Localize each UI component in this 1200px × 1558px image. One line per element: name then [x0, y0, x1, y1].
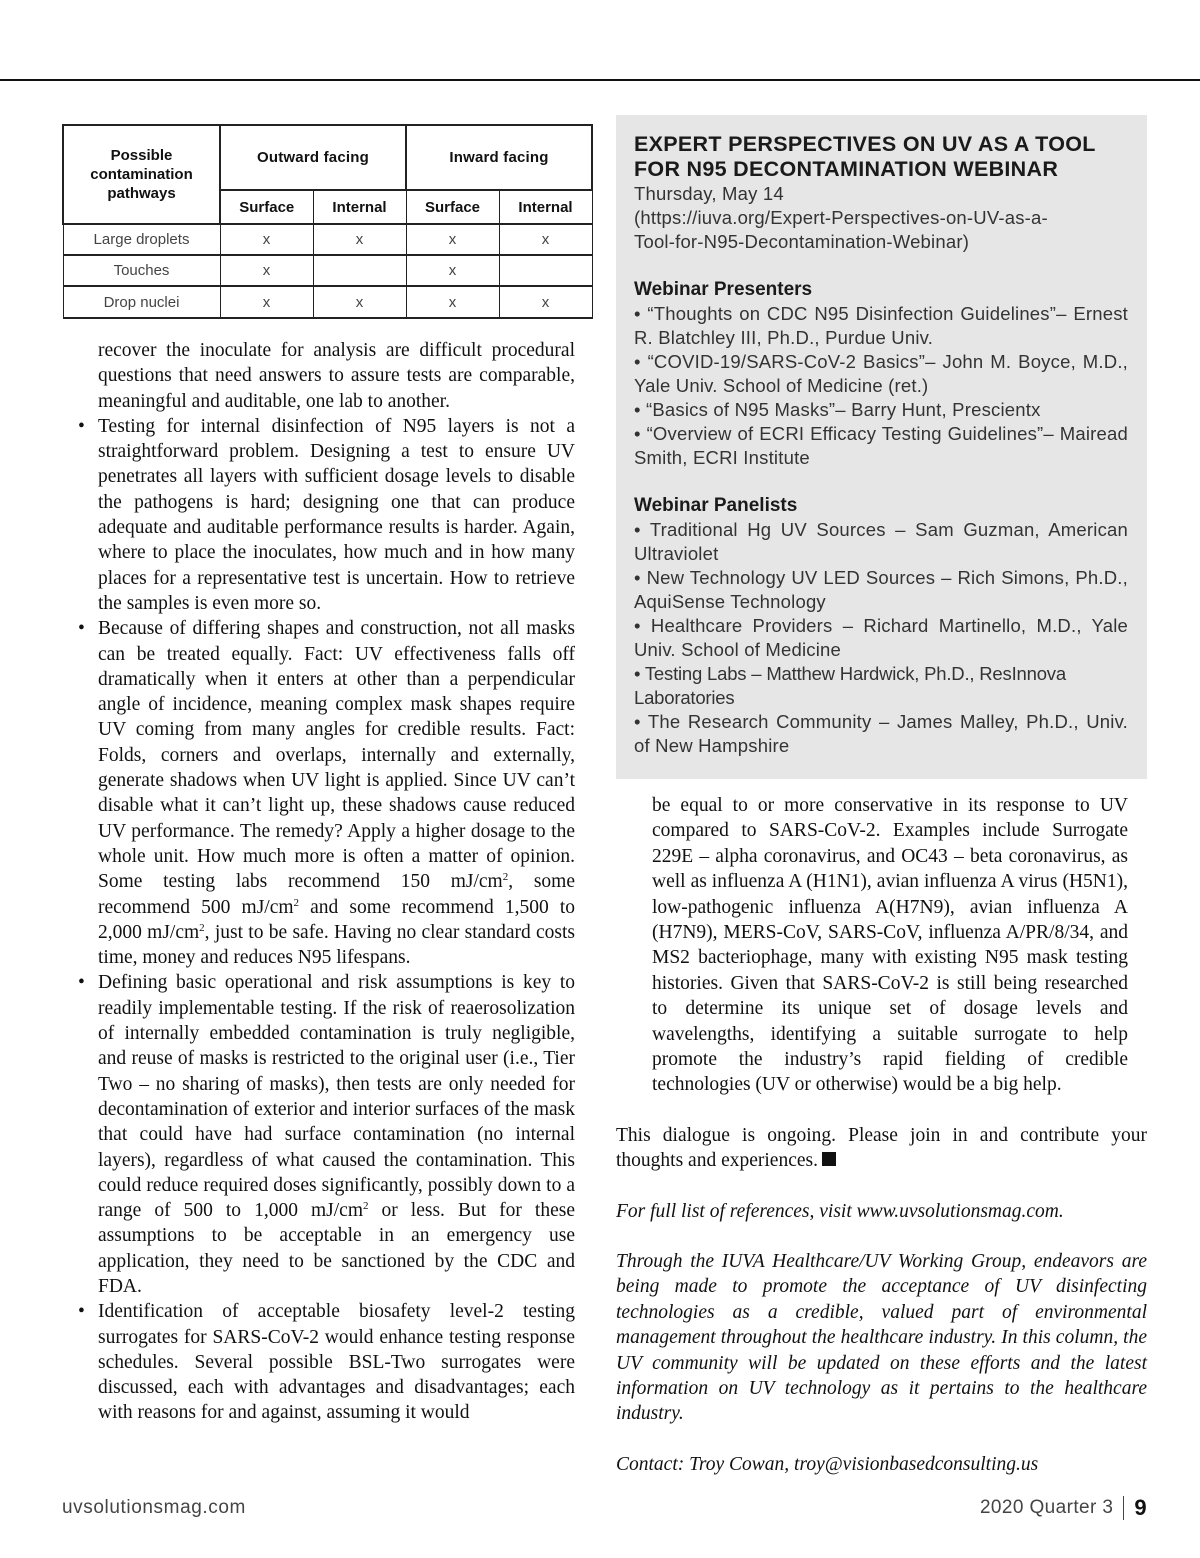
table-cell: x [406, 286, 499, 318]
presenter-item: • “COVID-19/SARS-CoV-2 Basics”– John M. Boyce, M.D., Yale Univ. School of Medicine (ret.) [634, 351, 1128, 396]
bullet-text: and some recommend 1,500 to 2,000 mJ/cm [98, 896, 576, 943]
bullet-icon: • [78, 618, 85, 640]
table-cell: x [313, 224, 406, 255]
list-item [78, 1299, 575, 1425]
panelists-heading: Webinar Panelists [634, 495, 798, 516]
superscript: 2 [502, 871, 509, 884]
table-cell: x [313, 286, 406, 318]
continuation-paragraph: be equal to or more conservative in its response to UV compared to SARS-CoV-2. Examples include Surrogate 229E – alpha coronavirus, and OC43 – beta coronavirus, as well as influenza A (H1N1), avian influenza A virus (H5N1), low-pathogenic influenza A(H7N9), avian influenza A (H7N9), MERS-CoV, SARS-CoV, influenza A/PR/8/34, and MS2 bacteriophage, many with existing N95 mask testing histories. Given that SARS-CoV-2 is still being researched to determine its unique set of dosage levels and wavelengths, identifying a suitable surrogate to help promote the industry’s rapid fielding of credible technologies (UV or otherwise) would be a big help. [652, 795, 1128, 1096]
table-cell: x [220, 286, 313, 318]
bullet-text: , just to be safe. Having no clear standard costs time, money and reduces N95 lifespans. [98, 921, 576, 969]
closing-text: This dialogue is ongoing. Please join in and contribute your thoughts and experiences. [616, 1125, 1147, 1172]
superscript: 2 [363, 1200, 369, 1213]
presenter-item: • “Overview of ECRI Efficacy Testing Guidelines”– Mairead Smith, ECRI Institute [634, 423, 1128, 468]
page-number: 9 [1134, 1495, 1147, 1520]
working-group-note: Through the IUVA Healthcare/UV Working Group, endeavors are being made to promote the acceptance of UV disinfecting technologies as a credible, valued part of environmental management throughout the healthcare industry. In this column, the UV community will be updated on these efforts and the latest information on UV technology as it pertains to the healthcare industry. [616, 1251, 1147, 1425]
presenters-heading: Webinar Presenters [634, 279, 813, 300]
bullet-text: Testing for internal disinfection of N95 layers is not a straightforward problem. Designing a test to ensure UV penetrates all layers with sufficient dosage levels to disable the pathogens is hard; designing one that can produce adequate and auditable performance results is harder. Again, where to place the inoculates, how much and in how many places for a representative test is uncertain. How to retrieve the samples is even more so. [98, 415, 575, 614]
sub-header-surface: Surface [220, 190, 313, 224]
superscript: 2 [199, 921, 205, 934]
bullet-text: or less. But for these assumptions to be acceptable in an emergency use application, they need to be sanctioned by the CDC and FDA. [98, 1200, 575, 1297]
sub-header-internal: Internal [313, 190, 406, 224]
table-cell: x [406, 255, 499, 286]
bullet-icon: • [78, 415, 85, 437]
webinar-title: EXPERT PERSPECTIVES ON UV AS A TOOL [634, 132, 1096, 156]
sub-header-internal: Internal [499, 190, 592, 224]
webinar-url[interactable]: Tool-for-N95-Decontamination-Webinar) [634, 231, 970, 252]
footer-issue [980, 1495, 1147, 1521]
bullet-text: Defining basic operational and risk assumptions is key to readily implementable testing. If the risk of reaerosolization of internally embedded contamination is truly negligible, and reuse of masks is restricted to the original user (i.e., Tier Two – no sharing of masks), then tests are only needed for decontamination of exterior and interior surfaces of the mask that could have had surface contamination (no internal layers), regardless of what caused the contamination. This could reduce required doses significantly, possibly down to a range of 500 to 1,000 mJ/cm [98, 972, 575, 1222]
row-label: Touches [63, 255, 220, 286]
webinar-url[interactable]: (https://iuva.org/Expert-Perspectives-on-UV-as-a- [634, 207, 1048, 228]
bullet-icon: • [78, 1301, 85, 1323]
panelist-item: • New Technology UV LED Sources – Rich Simons, Ph.D., AquiSense Technology [634, 567, 1128, 612]
panelist-item: • Testing Labs – Matthew Hardwick, Ph.D., ResInnova Laboratories [634, 663, 1066, 708]
inward-facing-header: Inward facing [406, 125, 592, 190]
list-item [78, 616, 576, 970]
bullet-text: Identification of acceptable biosafety level-2 testing surrogates for SARS-CoV-2 would enhance testing response schedules. Several possible BSL-Two surrogates were discussed, each with advantages and disadvantages; each with reasons for and against, assuming it would [98, 1301, 575, 1424]
list-item [78, 414, 575, 616]
panelist-item: • The Research Community – James Malley, Ph.D., Univ. of New Hampshire [634, 711, 1128, 756]
sub-header-surface: Surface [406, 190, 499, 224]
webinar-title: FOR N95 DECONTAMINATION WEBINAR [634, 157, 1059, 181]
bullet-icon: • [78, 972, 85, 994]
table-cell: x [499, 286, 592, 318]
bullet-list [78, 414, 576, 1426]
table-row [63, 224, 592, 255]
pathway-column-header: Possible contamination pathways [63, 125, 220, 224]
contact-line: Contact: Troy Cowan, troy@visionbasedconsulting.us [616, 1454, 1039, 1475]
closing-paragraph [616, 1123, 1147, 1174]
list-item [78, 970, 575, 1299]
presenter-item: • “Basics of N95 Masks”– Barry Hunt, Prescientx [634, 399, 1041, 420]
table-cell: x [499, 224, 592, 255]
webinar-date: Thursday, May 14 [634, 183, 784, 204]
table-cell: x [220, 255, 313, 286]
outward-facing-header: Outward facing [220, 125, 406, 190]
table-cell [313, 255, 406, 286]
bullet-text: , some recommend 500 mJ/cm [98, 871, 575, 918]
references-note: For full list of references, visit www.uvsolutionsmag.com. [616, 1201, 1064, 1222]
webinar-sidebar-box [616, 115, 1147, 779]
row-label: Drop nuclei [63, 286, 220, 318]
contamination-table [62, 124, 593, 319]
table-row [63, 255, 592, 286]
left-column-text [78, 338, 576, 1426]
footer-site[interactable]: uvsolutionsmag.com [62, 1497, 246, 1518]
table-cell [499, 255, 592, 286]
panelist-item: • Healthcare Providers – Richard Martinello, M.D., Yale Univ. School of Medicine [634, 615, 1128, 660]
superscript: 2 [293, 896, 300, 909]
end-mark-icon [822, 1152, 836, 1166]
footer-divider [1123, 1496, 1124, 1520]
table-cell: x [406, 224, 499, 255]
bullet-text: Because of differing shapes and construction, not all masks can be treated equally. Fact: UV effectiveness falls off dramatically when it enters at other than a perpendicular angle of incidence, meaning complex mask shapes require UV coming from many angles for credible results. Fact: Folds, corners and overlaps, internally and externally, generate shadows when UV light is applied. Since UV can’t disable what it can’t light up, these shadows cause reduced UV performance. The remedy? Apply a higher dosage to the whole unit. How much more is often a matter of opinion. Some testing labs recommend 150 mJ/cm [98, 618, 575, 893]
presenter-item: • “Thoughts on CDC N95 Disinfection Guidelines”– Ernest R. Blatchley III, Ph.D., Purdue Univ. [634, 303, 1128, 348]
issue-label: 2020 Quarter 3 [979, 1497, 1114, 1518]
intro-paragraph: recover the inoculate for analysis are difficult procedural questions that need answers to assure tests are comparable, meaningful and auditable, one lab to another. [98, 340, 575, 412]
row-label: Large droplets [63, 224, 220, 255]
header-rule [0, 79, 1200, 81]
panelist-item: • Traditional Hg UV Sources – Sam Guzman, American Ultraviolet [634, 519, 1128, 564]
table-row [63, 286, 592, 318]
table-cell: x [220, 224, 313, 255]
